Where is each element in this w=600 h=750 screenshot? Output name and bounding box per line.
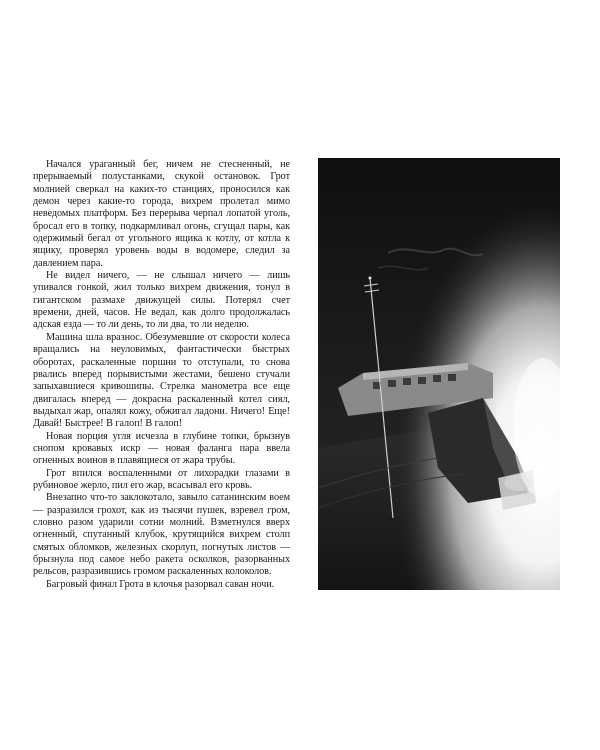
- paragraph: Грот впился воспаленными от лихорадки глазами в рубиновое жерло, пил его жар, всасывал его кровь.: [33, 467, 290, 491]
- paragraph: Внезапно что-то заклокотало, завыло сатанинским воем — разразился грохот, как из тысячи пушек, взревел гром, словно разом ударили сотни молний. Взметнулся вверх огненный, спутанный клубок, крутящийся вихрем столп смятых обломков, железных скорлуп, погнутых листов — брызнула под самое небо ракета осколков, разорванных рельсов, разразившись громом раскаленных колоколов.: [33, 492, 290, 578]
- paragraph: Не видел ничего, — не слышал ничего — лишь упивался гонкой, жил только вихрем движения, тонул в гигантском размахе движущей силы. Потерял счет времени, дней, часов. Не ведал, как долго продолжалась адская езда — то ли день, то ли два, то ли неделю.: [33, 270, 290, 331]
- story-text: [33, 159, 290, 591]
- paragraph: Новая порция угля исчезла в глубине топки, брызнув снопом кровавых искр — новая фаланга пара ввела огненных воинов в плавящиеся от жара трубы.: [33, 430, 290, 467]
- paragraph: Начался ураганный бег, ничем не стесненный, не прерываемый полустанками, скукой остановок. Грот молнией сверкал на каких-то станциях, проносился как демон через какие-то города, вихрем пролетал мимо неведомых платформ. Без перерыва черпал лопатой уголь, бросал его в топку, подкармливал огонь, сгущал пары, как одержимый бегал от угольного ящика к котлу, от котла к ящику, проверял уровень воды в водомере, следил за давлением пара.: [33, 159, 290, 269]
- illustration-drawing: [318, 158, 560, 590]
- night-train-explosion-illustration: [318, 158, 560, 590]
- paragraph: Багровый финал Грота в клочья разорвал саван ночи.: [46, 578, 275, 590]
- paragraph: Машина шла вразнос. Обезумевшие от скорости колеса вращались на неуловимых, фантастически быстрых оборотах, раскаленные поршни то отступали, то снова рвались вперед порывистыми жестами, бешено стучали запыхавшиеся кривошипы. Стрелка манометра все еще двигалась вперед — докрасна раскаленный котел сиял, выдыхал жар, опалял кожу, обжигал ладони. Ничего! Еще! Давай! Быстрее! В галоп! В галоп!: [33, 331, 290, 430]
